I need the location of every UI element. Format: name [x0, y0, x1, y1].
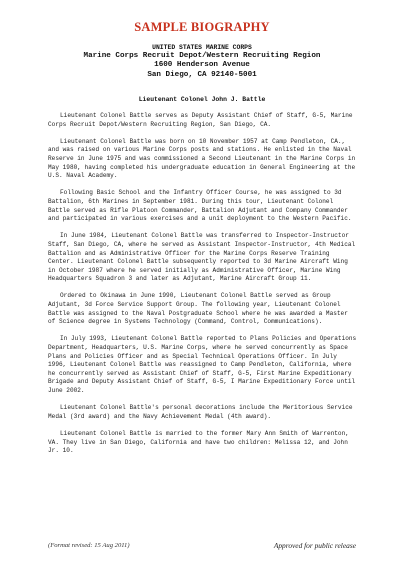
paragraph: Following Basic School and the Infantry Officer Course, he was assigned to 3d Battalion, 6th Marines in September 1981. During this tour, Lieutenant Colonel Battle served as Rifle Platoon Commander, Battalion Adjutant and Company Commander and participated in various exercises and a unit deployment to the Western Pacific. [48, 189, 352, 223]
release-statement: Approved for public release [273, 541, 356, 550]
paragraph: Lieutenant Colonel Battle is married to the former Mary Ann Smith of Warrenton, VA. They live in San Diego, California and have two children: Melissa 12, and John Jr. 10. [48, 429, 349, 455]
document-title: SAMPLE BIOGRAPHY [134, 20, 270, 34]
paragraph: In June 1984, Lieutenant Colonel Battle was transferred to Inspector-Instructor Staff, San Diego, CA, where he served as Assistant Inspector-Instructor, 4th Medical Battalion and as Administrative Officer for the Marine Corps Reserve Training Center. Lieutenant Colonel Battle subsequently reported to 3d Marine Aircraft Wing in October 1987 where he served initially as Administrative Officer, Marine Wing Headquarters Squadron 3 and later as Adjutant, Marine Aircraft Group 11. [48, 232, 356, 283]
letterhead-street: 1600 Henderson Avenue [154, 61, 250, 70]
paragraph: Lieutenant Colonel Battle's personal decorations include the Meritorious Service Medal (3rd award) and the Navy Achievement Medal (4th award). [48, 404, 353, 420]
paragraph: Ordered to Okinawa in June 1990, Lieutenant Colonel Battle served as Group Adjutant, 3d Force Service Support Group. The following year, Lieutenant Colonel Battle was assigned to the Naval Postgraduate School where he was awarded a Master of Science degree in Systems Technology (Command, Control, Communications). [48, 292, 348, 326]
biography-body [48, 112, 358, 464]
format-revised-note: (Format revised: 15 Aug 2011) [48, 542, 130, 549]
letterhead-org: UNITED STATES MARINE CORPS [152, 44, 252, 51]
biography-subject: Lieutenant Colonel John J. Battle [138, 96, 266, 103]
letterhead-city: San Diego, CA 92140-5001 [147, 70, 257, 79]
letterhead [0, 43, 404, 80]
paragraph: Lieutenant Colonel Battle serves as Deputy Assistant Chief of Staff, G-5, Marine Corps Recruit Depot/Western Recruiting Region, San Diego, CA. [48, 112, 353, 128]
paragraph: Lieutenant Colonel Battle was born on 10 November 1957 at Camp Pendleton, CA., and was raised on various Marine Corps posts and stations. He enlisted in the Naval Reserve in June 1975 and was commissioned a Second Lieutenant in the Marine Corps in May 1980, having completed his undergraduate education in General Engineering at the U.S. Naval Academy. [48, 137, 356, 180]
letterhead-unit: Marine Corps Recruit Depot/Western Recruiting Region [83, 52, 321, 61]
paragraph: In July 1993, Lieutenant Colonel Battle reported to Plans Policies and Operations Department, Headquarters, U.S. Marine Corps, where he served concurrently as Space Plans and Policies Officer and as Special Technical Operations Officer. In July 1996, Lieutenant Colonel Battle was reassigned to Camp Pendleton, California, where he concurrently served as Assistant Chief of Staff, G-5, First Marine Expeditionary Brigade and Deputy Assistant Chief of Staff, G-5, I Marine Expeditionary Force until June 2002. [48, 335, 357, 394]
